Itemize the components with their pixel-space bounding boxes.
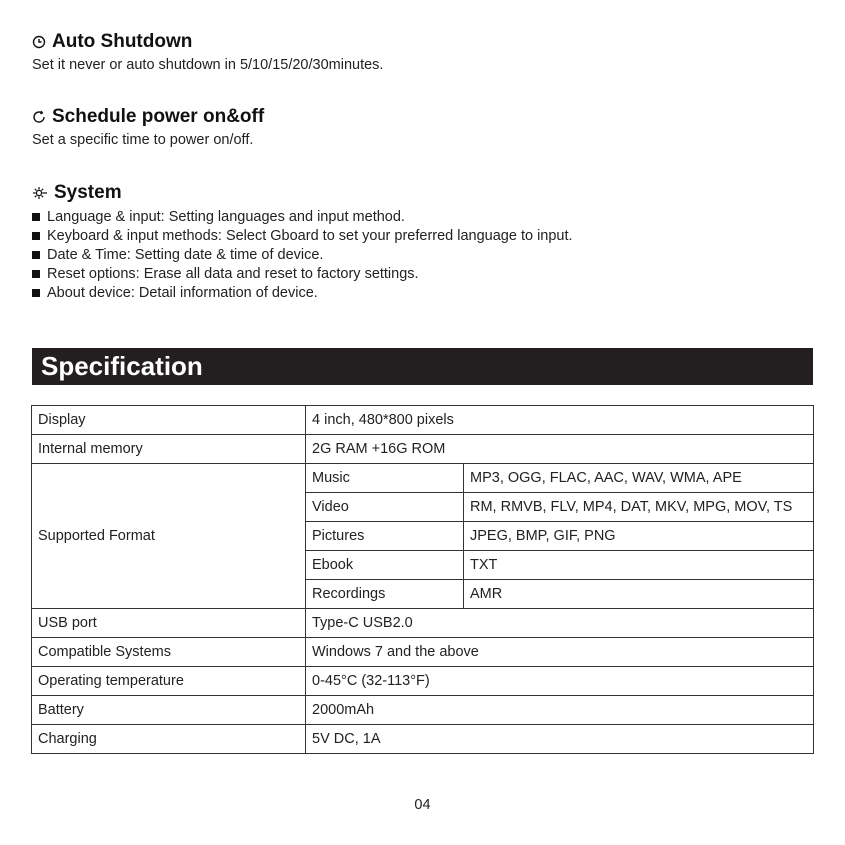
square-bullet-icon: [32, 251, 40, 259]
power-clock-icon: [32, 35, 46, 49]
spec-value: Windows 7 and the above: [306, 638, 814, 667]
schedule-description: Set a specific time to power on/off.: [32, 132, 254, 148]
list-item: About device: Detail information of device.: [32, 283, 573, 302]
square-bullet-icon: [32, 232, 40, 240]
table-row: [32, 638, 814, 667]
spec-value: 5V DC, 1A: [306, 725, 814, 754]
system-list: [32, 207, 573, 302]
format-type: Music: [306, 464, 464, 493]
format-list: AMR: [464, 580, 814, 609]
table-row: [32, 609, 814, 638]
specification-heading: Specification: [32, 348, 813, 385]
table-row: [32, 435, 814, 464]
spec-value: 0-45°C (32-113°F): [306, 667, 814, 696]
specification-table: [31, 405, 814, 754]
list-item: Keyboard & input methods: Select Gboard to set your preferred language to input.: [32, 226, 573, 245]
format-type: Recordings: [306, 580, 464, 609]
spec-label: Battery: [32, 696, 306, 725]
auto-shutdown-description: Set it never or auto shutdown in 5/10/15/20/30minutes.: [32, 57, 384, 73]
format-list: MP3, OGG, FLAC, AAC, WAV, WMA, APE: [464, 464, 814, 493]
spec-label: Supported Format: [32, 464, 306, 609]
format-type: Video: [306, 493, 464, 522]
list-item: Language & input: Setting languages and input method.: [32, 207, 573, 226]
square-bullet-icon: [32, 213, 40, 221]
auto-shutdown-title: Auto Shutdown: [52, 31, 193, 52]
format-list: JPEG, BMP, GIF, PNG: [464, 522, 814, 551]
system-heading: [32, 182, 573, 204]
spec-value: 2000mAh: [306, 696, 814, 725]
spec-label: Display: [32, 406, 306, 435]
schedule-section: [32, 106, 264, 148]
spec-label: Internal memory: [32, 435, 306, 464]
table-row: [32, 725, 814, 754]
table-row: [32, 696, 814, 725]
table-row: [32, 406, 814, 435]
system-title: System: [54, 182, 122, 203]
schedule-title: Schedule power on&off: [52, 106, 265, 127]
format-type: Ebook: [306, 551, 464, 580]
spec-value: Type-C USB2.0: [306, 609, 814, 638]
spec-label: Compatible Systems: [32, 638, 306, 667]
list-item: Reset options: Erase all data and reset to factory settings.: [32, 264, 573, 283]
auto-shutdown-heading: [32, 31, 383, 53]
spec-label: Operating temperature: [32, 667, 306, 696]
list-item: Date & Time: Setting date & time of device.: [32, 245, 573, 264]
spec-value: 2G RAM +16G ROM: [306, 435, 814, 464]
clock-refresh-icon: [32, 110, 46, 124]
format-list: RM, RMVB, FLV, MP4, DAT, MKV, MPG, MOV, TS: [464, 493, 814, 522]
square-bullet-icon: [32, 289, 40, 297]
table-row: [32, 464, 814, 493]
spec-label: Charging: [32, 725, 306, 754]
table-row: [32, 667, 814, 696]
spec-value: 4 inch, 480*800 pixels: [306, 406, 814, 435]
gear-icon: [32, 186, 48, 200]
page-number: 04: [414, 797, 431, 813]
square-bullet-icon: [32, 270, 40, 278]
format-list: TXT: [464, 551, 814, 580]
schedule-heading: [32, 106, 264, 128]
auto-shutdown-section: [32, 31, 383, 73]
format-type: Pictures: [306, 522, 464, 551]
spec-label: USB port: [32, 609, 306, 638]
system-section: [32, 182, 573, 302]
